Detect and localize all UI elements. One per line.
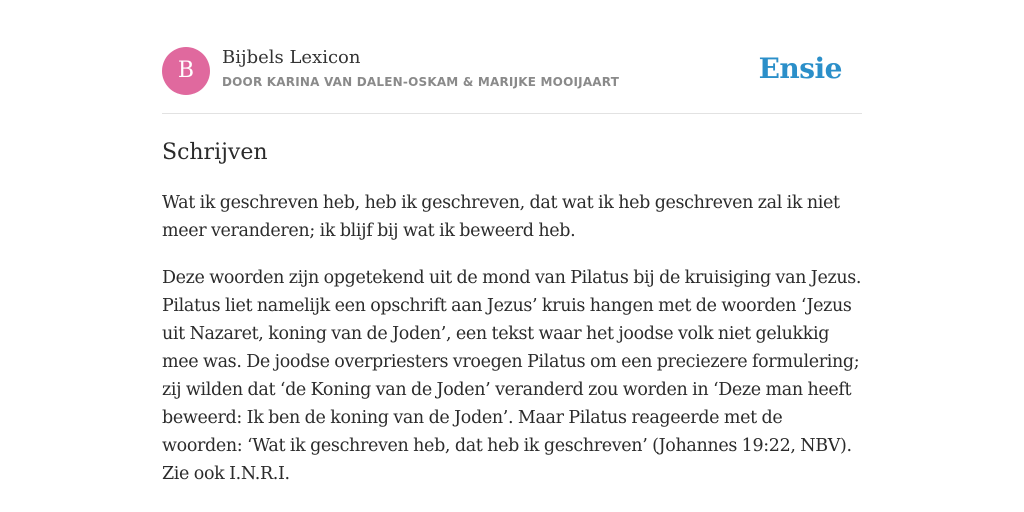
source-header [162,45,862,114]
source-avatar[interactable]: B [162,47,210,95]
entry-title: Schrijven [162,140,268,165]
entry-paragraph-quote: Wat ik geschreven heb, heb ik geschreven, dat wat ik heb geschreven zal ik niet meer veranderen; ik blijf bij wat ik beweerd heb. [162,193,840,241]
source-title-link[interactable]: Bijbels Lexicon [222,47,361,68]
source-authors: DOOR KARINA VAN DALEN-OSKAM & MARIJKE MOOIJAART [222,75,620,89]
ensie-logo[interactable]: Ensie [758,52,842,85]
entry-paragraph-explanation: Deze woorden zijn opgetekend uit de mond van Pilatus bij de kruisiging van Jezus. Pilatus liet namelijk een opschrift aan Jezus’ kruis hangen met de woorden ‘Jezus uit Nazaret, koning van de Joden’, een tekst waar het joodse volk niet gelukkig mee was. De joodse overpriesters vroegen Pilatus om een preciezere formulering; zij wilden dat ‘de Koning van de Joden’ veranderd zou worden in ‘Deze man heeft beweerd: Ik ben de koning van de Joden’. Maar Pilatus reageerde met de woorden: ‘Wat ik geschreven heb, dat heb ik geschreven’ (Johannes 19:22, NBV). Zie ook I.N.R.I. [162,268,862,484]
entry-card [162,45,862,488]
